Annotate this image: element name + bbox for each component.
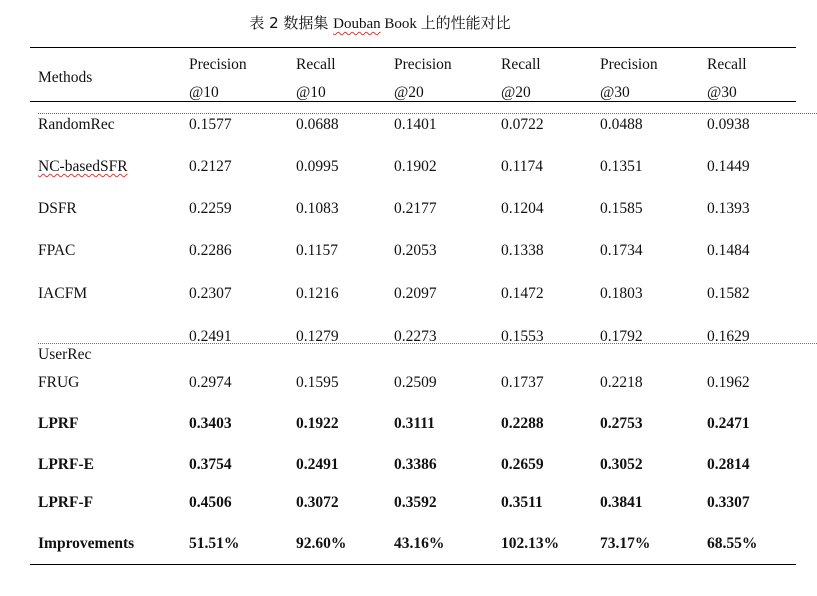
row-ncbasedsfr-val-3: 0.1902 xyxy=(394,158,437,175)
row-ncbasedsfr-method: NC-basedSFR xyxy=(38,158,128,175)
row-userrec-val-5: 0.1792 xyxy=(600,328,643,345)
col-header-1-line2: @10 xyxy=(189,84,219,101)
row-dsfr-method: DSFR xyxy=(38,200,77,217)
col-header-2-line1: Recall xyxy=(296,56,336,73)
row-dsfr-val-3: 0.2177 xyxy=(394,200,437,217)
caption-suffix: Book 上的性能对比 xyxy=(380,16,511,32)
row-iacfm-val-5: 0.1803 xyxy=(600,285,643,302)
row-iacfm-val-1: 0.2307 xyxy=(189,285,232,302)
row-fpac-val-3: 0.2053 xyxy=(394,242,437,259)
row-randomrec-val-2: 0.0688 xyxy=(296,116,339,133)
row-randomrec-val-1: 0.1577 xyxy=(189,116,232,133)
row-fpac-val-1: 0.2286 xyxy=(189,242,232,259)
row-frug-val-2: 0.1595 xyxy=(296,374,339,391)
row-lprf-val-2: 0.1922 xyxy=(296,415,339,432)
row-iacfm-val-2: 0.1216 xyxy=(296,285,339,302)
row-frug-method: FRUG xyxy=(38,374,80,391)
row-lprf-val-6: 0.2471 xyxy=(707,415,750,432)
row-lprf-e-val-3: 0.3386 xyxy=(394,456,437,473)
row-randomrec-val-4: 0.0722 xyxy=(501,116,544,133)
row-lprf-val-1: 0.3403 xyxy=(189,415,232,432)
row-randomrec-val-6: 0.0938 xyxy=(707,116,750,133)
row-iacfm-val-3: 0.2097 xyxy=(394,285,437,302)
row-lprf-f-val-2: 0.3072 xyxy=(296,494,339,511)
row-lprf-val-3: 0.3111 xyxy=(394,415,435,432)
caption-dataset-name: Douban xyxy=(333,16,381,32)
row-frug-val-6: 0.1962 xyxy=(707,374,750,391)
row-userrec-val-6: 0.1629 xyxy=(707,328,750,345)
row-randomrec-val-5: 0.0488 xyxy=(600,116,643,133)
row-improvements-val-6: 68.55% xyxy=(707,535,758,552)
row-lprf-e-val-6: 0.2814 xyxy=(707,456,750,473)
row-userrec-val-2: 0.1279 xyxy=(296,328,339,345)
row-frug-val-4: 0.1737 xyxy=(501,374,544,391)
caption-prefix: 表 2 数据集 xyxy=(249,14,334,32)
table-caption xyxy=(0,12,760,33)
row-lprf-e-val-1: 0.3754 xyxy=(189,456,232,473)
row-fpac-method: FPAC xyxy=(38,242,76,259)
methods-header: Methods xyxy=(38,69,93,86)
row-iacfm-method: IACFM xyxy=(38,285,88,302)
row-userrec-val-3: 0.2273 xyxy=(394,328,437,345)
row-lprf-f-val-3: 0.3592 xyxy=(394,494,437,511)
col-header-3-line2: @20 xyxy=(394,84,424,101)
row-lprf-f-val-4: 0.3511 xyxy=(501,494,543,511)
row-ncbasedsfr-val-2: 0.0995 xyxy=(296,158,339,175)
row-userrec-val-4: 0.1553 xyxy=(501,328,544,345)
row-ncbasedsfr-val-5: 0.1351 xyxy=(600,158,643,175)
row-fpac-val-2: 0.1157 xyxy=(296,242,339,259)
row-dsfr-val-2: 0.1083 xyxy=(296,200,339,217)
row-ncbasedsfr-val-6: 0.1449 xyxy=(707,158,750,175)
row-randomrec-val-3: 0.1401 xyxy=(394,116,437,133)
row-lprf-e-method: LPRF-E xyxy=(38,456,94,473)
row-userrec-method: UserRec xyxy=(38,346,817,364)
row-frug-val-5: 0.2218 xyxy=(600,374,643,391)
row-lprf-e-val-5: 0.3052 xyxy=(600,456,643,473)
row-dsfr-val-6: 0.1393 xyxy=(707,200,750,217)
col-header-6-line2: @30 xyxy=(707,84,737,101)
row-fpac-val-5: 0.1734 xyxy=(600,242,643,259)
row-dsfr-val-5: 0.1585 xyxy=(600,200,643,217)
row-ncbasedsfr-val-1: 0.2127 xyxy=(189,158,232,175)
row-randomrec-method: RandomRec xyxy=(38,116,817,134)
row-improvements-method: Improvements xyxy=(38,535,135,552)
row-improvements-val-3: 43.16% xyxy=(394,535,445,552)
row-improvements-val-4: 102.13% xyxy=(501,535,560,552)
row-improvements-val-1: 51.51% xyxy=(189,535,240,552)
col-header-4-line1: Recall xyxy=(501,56,541,73)
row-lprf-val-5: 0.2753 xyxy=(600,415,643,432)
row-lprf-f-val-1: 0.4506 xyxy=(189,494,232,511)
col-header-5-line2: @30 xyxy=(600,84,630,101)
col-header-6-line1: Recall xyxy=(707,56,747,73)
row-lprf-val-4: 0.2288 xyxy=(501,415,544,432)
row-iacfm-val-6: 0.1582 xyxy=(707,285,750,302)
row-improvements-val-2: 92.60% xyxy=(296,535,347,552)
row-lprf-f-method: LPRF-F xyxy=(38,494,94,511)
row-ncbasedsfr-val-4: 0.1174 xyxy=(501,158,544,175)
row-frug-val-1: 0.2974 xyxy=(189,374,232,391)
row-dsfr-val-4: 0.1204 xyxy=(501,200,544,217)
row-lprf-e-val-2: 0.2491 xyxy=(296,456,339,473)
table-bottom-rule xyxy=(30,564,796,565)
table-top-rule xyxy=(30,47,796,48)
row-iacfm-val-4: 0.1472 xyxy=(501,285,544,302)
col-header-4-line2: @20 xyxy=(501,84,531,101)
row-lprf-e-val-4: 0.2659 xyxy=(501,456,544,473)
row-fpac-val-4: 0.1338 xyxy=(501,242,544,259)
row-lprf-f-val-5: 0.3841 xyxy=(600,494,643,511)
row-frug-val-3: 0.2509 xyxy=(394,374,437,391)
row-userrec-val-1: 0.2491 xyxy=(189,328,232,345)
col-header-5-line1: Precision xyxy=(600,56,658,73)
col-header-2-line2: @10 xyxy=(296,84,326,101)
row-dsfr-val-1: 0.2259 xyxy=(189,200,232,217)
row-fpac-val-6: 0.1484 xyxy=(707,242,750,259)
row-lprf-method: LPRF xyxy=(38,415,79,432)
row-improvements-val-5: 73.17% xyxy=(600,535,651,552)
row-lprf-f-val-6: 0.3307 xyxy=(707,494,750,511)
col-header-3-line1: Precision xyxy=(394,56,452,73)
col-header-1-line1: Precision xyxy=(189,56,247,73)
